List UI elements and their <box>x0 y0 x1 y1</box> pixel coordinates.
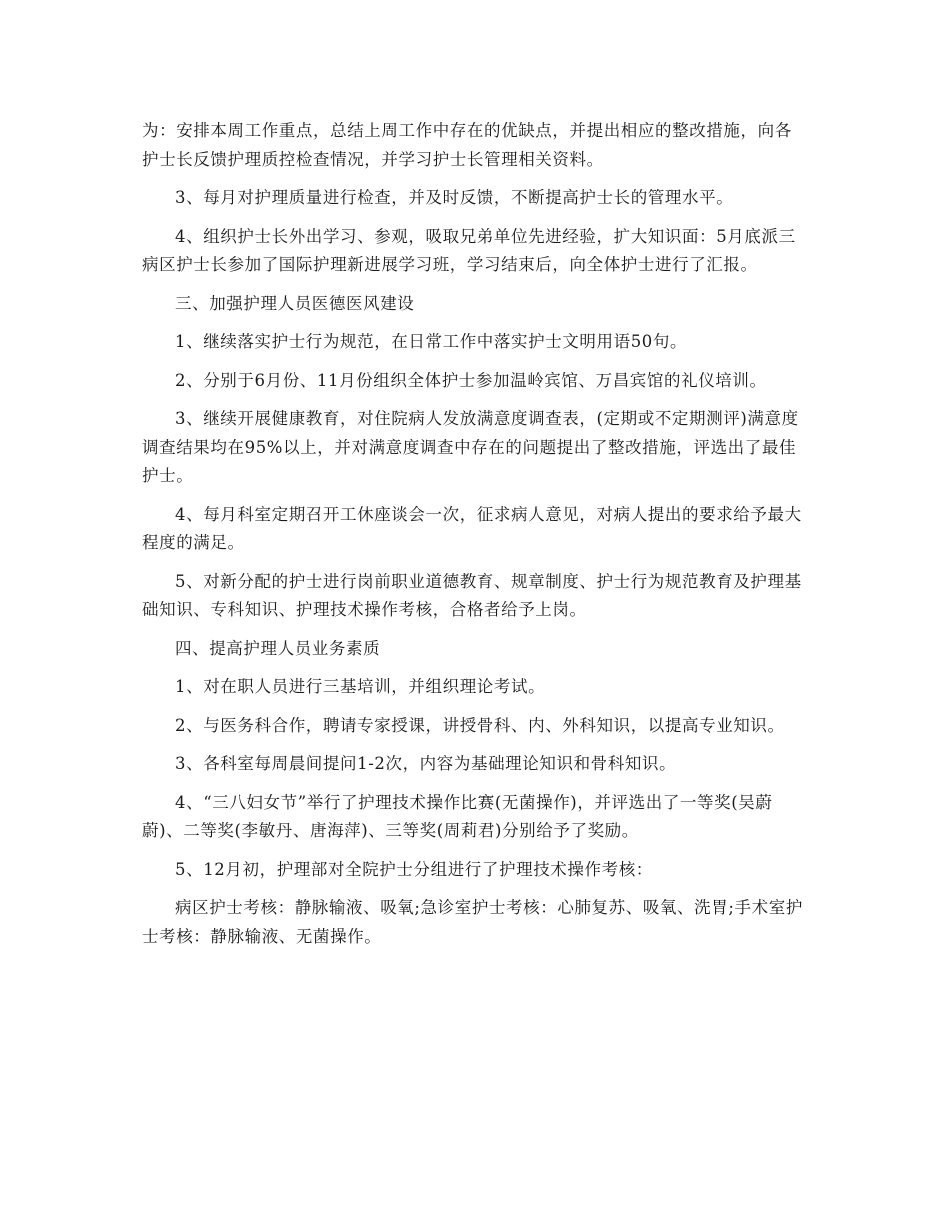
paragraph: 2、分别于6月份、11月份组织全体护士参加温岭宾馆、万昌宾馆的礼仪培训。 <box>175 370 767 390</box>
paragraph: 1、继续落实护士行为规范，在日常工作中落实护士文明用语50句。 <box>175 332 688 351</box>
section-heading: 三、加强护理人员医德医风建设 <box>175 293 415 313</box>
paragraph: 病区护士考核：静脉输液、吸氧;急诊室护士考核：心肺复苏、吸氧、洗胃;手术室护士考核：静脉输液、无菌操作。 <box>142 898 803 946</box>
paragraph: 5、对新分配的护士进行岗前职业道德教育、规章制度、护士行为规范教育及护理基础知识、专科知识、护理技术操作考核，合格者给予上岗。 <box>142 571 802 619</box>
paragraph: 4、组织护士长外出学习、参观，吸取兄弟单位先进经验，扩大知识面：5月底派三病区护士长参加了国际护理新进展学习班，学习结束后，向全体护士进行了汇报。 <box>142 226 796 274</box>
document-body <box>142 117 808 961</box>
paragraph: 2、与医务科合作，聘请专家授课，讲授骨科、内、外科知识，以提高专业知识。 <box>175 715 785 735</box>
section-heading: 四、提高护理人员业务素质 <box>175 638 381 658</box>
paragraph: 3、继续开展健康教育，对住院病人发放满意度调查表，(定期或不定期测评)满意度调查结果均在95%以上，并对满意度调查中存在的问题提出了整改措施，评选出了最佳护士。 <box>142 409 799 485</box>
paragraph: 5、12月初，护理部对全院护士分组进行了护理技术操作考核： <box>175 859 653 879</box>
paragraph: 3、每月对护理质量进行检查，并及时反馈，不断提高护士长的管理水平。 <box>175 188 734 207</box>
paragraph: 3、各科室每周晨间提问1-2次，内容为基础理论知识和骨科知识。 <box>175 754 677 773</box>
paragraph: 4、“三八妇女节”举行了护理技术操作比赛(无菌操作)，并评选出了一等奖(吴蔚蔚)、二等奖(李敏丹、唐海萍)、三等奖(周莉君)分别给予了奖励。 <box>142 792 773 840</box>
paragraph: 4、每月科室定期召开工休座谈会一次，征求病人意见，对病人提出的要求给予最大程度的满足。 <box>142 504 802 552</box>
paragraph: 1、对在职人员进行三基培训，并组织理论考试。 <box>175 677 546 696</box>
paragraph: 为：安排本周工作重点，总结上周工作中存在的优缺点，并提出相应的整改措施，向各护士长反馈护理质控检查情况，并学习护士长管理相关资料。 <box>142 121 792 169</box>
